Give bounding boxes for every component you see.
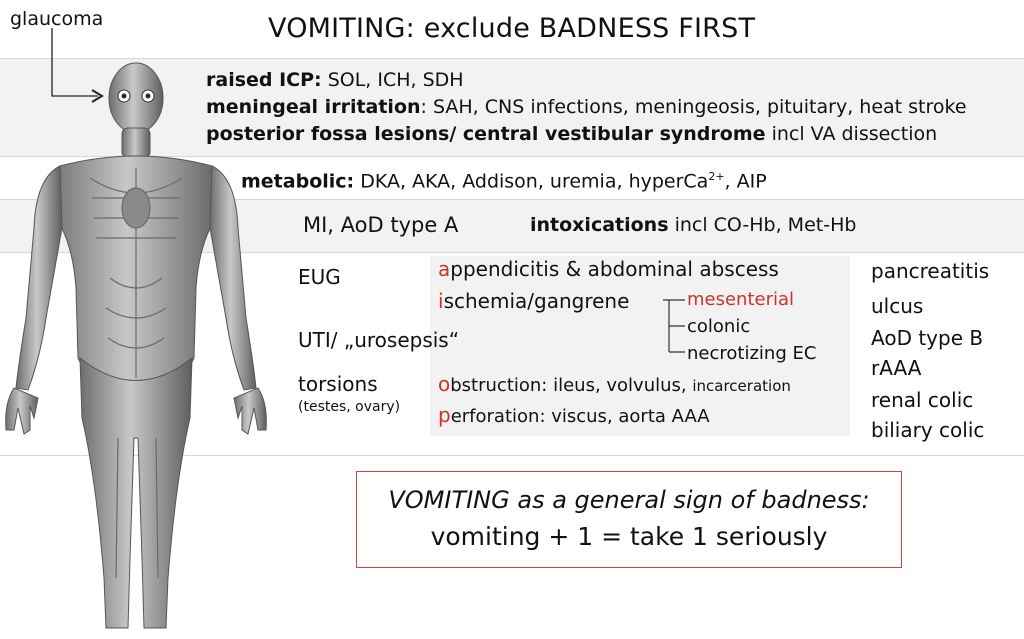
summary-box xyxy=(356,471,902,568)
meningeal-text: : SAH, CNS infections, meningeosis, pituitary, heat stroke xyxy=(420,96,967,118)
intox-text: incl CO-Hb, Met-Hb xyxy=(674,214,857,236)
obstruction-small: incarceration xyxy=(692,377,791,395)
obstruction-initial: o xyxy=(438,372,451,396)
right-item-aod-b: AoD type B xyxy=(871,326,984,350)
metabolic-line xyxy=(241,170,767,192)
right-item-biliary-colic: biliary colic xyxy=(871,418,985,442)
eug-label: EUG xyxy=(298,265,341,289)
right-item-renal-colic: renal colic xyxy=(871,388,974,412)
appendicitis-line xyxy=(438,257,779,281)
metabolic-text: DKA, AKA, Addison, uremia, hyperCa xyxy=(360,170,709,193)
right-item-pancreatitis: pancreatitis xyxy=(871,259,990,283)
perforation-text: erforation: viscus, aorta AAA xyxy=(450,406,710,427)
meningeal-line xyxy=(206,96,967,118)
ischemia-text: schemia/gangrene xyxy=(443,289,630,313)
obstruction-line xyxy=(438,372,791,396)
metabolic-label: metabolic: xyxy=(241,170,355,193)
metabolic-superscript: 2+ xyxy=(708,170,725,183)
appendicitis-initial: a xyxy=(438,257,451,281)
mi-label: MI, AoD type A xyxy=(303,213,459,237)
intox-label: intoxications xyxy=(530,214,669,236)
branch-necrotizing: necrotizing EC xyxy=(687,343,817,364)
summary-line-1: VOMITING as a general sign of badness: xyxy=(388,486,870,514)
appendicitis-text: ppendicitis & abdominal abscess xyxy=(450,257,779,281)
glaucoma-label: glaucoma xyxy=(10,8,104,30)
perforation-line xyxy=(438,403,710,427)
posterior-text: incl VA dissection xyxy=(771,123,938,145)
icp-text: SOL, ICH, SDH xyxy=(327,69,464,91)
ischemia-line xyxy=(438,289,629,313)
summary-line-2: vomiting + 1 = take 1 seriously xyxy=(430,522,828,551)
obstruction-text: bstruction: ileus, volvulus, xyxy=(450,375,687,396)
branch-mesenterial: mesenterial xyxy=(687,289,795,310)
meningeal-label: meningeal irritation xyxy=(206,96,421,118)
metabolic-text-post: , AIP xyxy=(724,170,767,193)
icp-line xyxy=(206,69,464,91)
ischemia-initial: i xyxy=(438,289,444,313)
posterior-line xyxy=(206,123,937,145)
torsions-label: torsions xyxy=(298,372,378,396)
posterior-label: posterior fossa lesions/ central vestibular syndrome xyxy=(206,123,766,145)
glaucoma-arrow xyxy=(40,26,110,106)
torsions-sub: (testes, ovary) xyxy=(298,399,401,415)
icp-label: raised ICP: xyxy=(206,69,322,91)
ischemia-tree xyxy=(663,294,687,358)
intox-line xyxy=(530,214,856,236)
uti-label: UTI/ „urosepsis“ xyxy=(298,328,460,352)
anatomy-figure xyxy=(0,58,290,639)
right-item-ulcus: ulcus xyxy=(871,294,924,318)
branch-colonic: colonic xyxy=(687,316,751,337)
page-title: VOMITING: exclude BADNESS FIRST xyxy=(268,13,756,44)
right-item-raaa: rAAA xyxy=(871,356,922,380)
perforation-initial: p xyxy=(438,403,451,427)
